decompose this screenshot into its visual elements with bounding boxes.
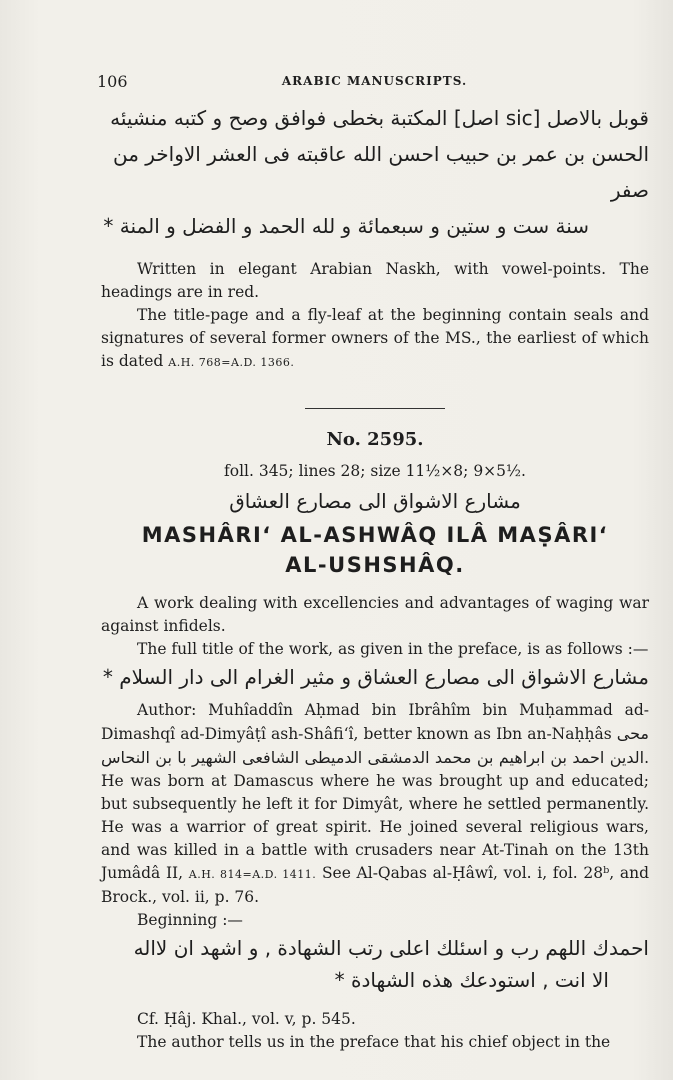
section-divider [305, 408, 445, 409]
title-page-description [101, 304, 649, 374]
full-title-arabic: مشارع الاشواق الى مصارع العشاق و مثير الغرام الى دار السلام * [102, 665, 649, 689]
preface-note: The author tells us in the preface that his chief object in the [137, 1033, 611, 1051]
beginning-arabic-line-1: احمدك اللهم رب و اسئلك اعلى رتب الشهادة , و اشهد ان لااله [133, 936, 649, 960]
author-name: Author: Muhîaddîn Aḥmad bin Ibrâhîm bin Muḥammad ad-Dimashqî ad-Dimyâṭî ash-Shâfi‘î, better known as Ibn an-Naḥḥâs [101, 701, 649, 743]
physical-description: foll. 345; lines 28; size 11½×8; 9×5½. [224, 462, 526, 480]
beginning-label: Beginning :— [137, 911, 243, 929]
colophon-arabic-line-3: سنة ست و ستين و سبعمائة و لله الحمد و الفضل و المنة * [103, 214, 589, 238]
page-number: 106 [97, 72, 128, 91]
running-head: ARABIC MANUSCRIPTS. [281, 74, 468, 88]
author-name-arabic: محى الدين احمد بن ابراهيم بن محمد الدمشقى الدميطى الشافعى الشهير با بن النحاس [101, 724, 649, 767]
colophon-arabic-line-1: قوبل بالاصل [sic اصل] المكتبة بخطى فوافق وصح و كتبه منشيئه [110, 106, 649, 130]
work-summary: A work dealing with excellencies and advantages of waging war against infidels. [101, 594, 649, 635]
full-title-intro: The full title of the work, as given in the preface, is as follows :— [137, 640, 649, 658]
page-header [97, 72, 652, 96]
author-biography: . He was born at Damascus where he was brought up and educated; but subsequently he left it for Dimyât, where he settled permanently. He was a warrior of great spirit. He joined several religious wars, and was killed in a battle with crusaders near At-Tinah on the 13th Jumâdâ II, [101, 749, 649, 882]
title-page-text: The title-page and a fly-leaf at the beginning contain seals and signatures of several former owners of the MS., the earliest of which is dated [101, 306, 649, 370]
entry-title-line-2: AL-USHSHÂQ. [285, 553, 465, 577]
page-content [101, 100, 649, 1054]
entry-number: No. 2595. [326, 429, 424, 450]
author-references: See Al-Qabas al-Ḥâwî, vol. i, fol. 28ᵇ, and Brock., vol. ii, p. 76. [101, 864, 649, 906]
cross-reference: Cf. Ḥâj. Khal., vol. v, p. 545. [137, 1010, 356, 1028]
author-paragraph [101, 699, 649, 909]
death-date: A.H. 814=A.D. 1411. [188, 868, 317, 881]
script-description: Written in elegant Arabian Naskh, with vowel-points. The headings are in red. [101, 260, 649, 301]
title-page-date: A.H. 768=A.D. 1366. [168, 356, 295, 369]
colophon-arabic-line-2: الحسن بن عمر بن حبيب احسن الله عاقبته فى العشر الاواخر من صفر [112, 142, 649, 202]
entry-arabic-title: مشارع الاشواق الى مصارع العشاق [229, 489, 521, 513]
entry-title-line-1: MASHÂRI‘ AL-ASHWÂQ ILÂ MAṢÂRI‘ [141, 523, 609, 547]
beginning-arabic-line-2: الا انت , استودعك هذه الشهادة * [334, 968, 609, 992]
